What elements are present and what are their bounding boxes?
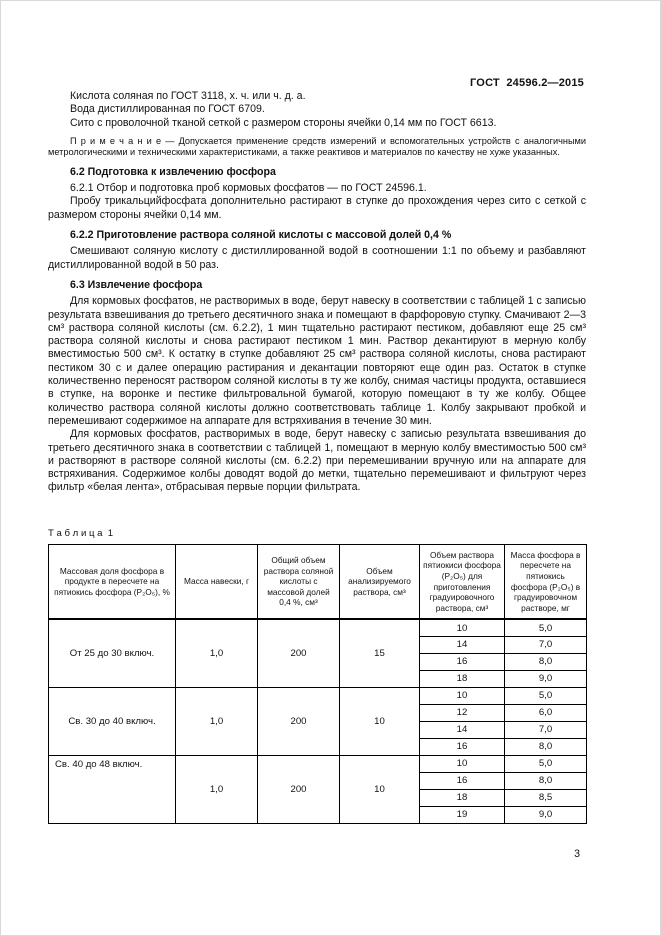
col-header-analyzed-volume: Объем анализируемого раствора, см³ <box>340 544 420 619</box>
note-paragraph: П р и м е ч а н и е — Допускается применение средств измерений и вспомогательных устройств с аналогичными метрологическими и техническими характеристиками, а также реактивов и материалов по качеству не хуже указанных. <box>48 135 586 158</box>
mass-cell: 1,0 <box>176 755 258 823</box>
col-header-calibration-volume: Объем раствора пятиокиси фосфора (P₂O₅) для приготовления градуировочного раствора, см³ <box>420 544 505 619</box>
analyzed-volume-cell: 10 <box>340 687 420 755</box>
calib-mass-cell: 8,0 <box>505 772 587 789</box>
mass-cell: 1,0 <box>176 687 258 755</box>
calib-mass-cell: 5,0 <box>505 619 587 636</box>
paragraph-insoluble-phosphates: Для кормовых фосфатов, не растворимых в воде, берут навеску в соответствии с таблицей 1 с записью результата взвешивания до третьего десятичного знака и помещают в фарфоровую ступку. Смачивают 2—3 см³ раствора соляной кислоты (см. 6.2.2), 1 мин тщательно растирают пестиком, добавляют еще 25 см³ раствора соляной кислоты и снова растирают пестиком 1 мин. Раствор декантируют в мерную колбу вместимостью 500 см³. К остатку в ступке добавляют 25 см³ раствора соляной кислоты, снова растирают пестиком 30 с и далее операцию растирания и декантации повторяют еще один раз. Остаток в ступке количественно переносят раствором соляной кислоты в ту же колбу, снимая частицы продукта, оставшиеся в ступке, на воронке и пестике фильтровальной бумагой, которую помещают в ту же колбу. Общее количество раствора соляной кислоты должно соответствовать таблице 1. Колбу закрывают пробкой и перемешивают содержимое на аппарате для встряхивания в течение 30 мин. <box>48 295 586 427</box>
calib-mass-cell: 9,0 <box>505 806 587 823</box>
table-row <box>49 687 587 704</box>
heading-6-2: 6.2 Подготовка к извлечению фосфора <box>70 165 276 178</box>
table-header <box>49 544 587 619</box>
calib-volume-cell: 16 <box>420 653 505 670</box>
col-header-sample-mass: Масса навески, г <box>176 544 258 619</box>
calib-volume-cell: 16 <box>420 772 505 789</box>
table-body <box>49 619 587 823</box>
heading-6-2-2: 6.2.2 Приготовление раствора соляной кислоты с массовой долей 0,4 % <box>70 229 452 242</box>
calib-volume-cell: 14 <box>420 721 505 738</box>
calib-mass-cell: 9,0 <box>505 670 587 687</box>
calib-mass-cell: 7,0 <box>505 636 587 653</box>
calib-volume-cell: 10 <box>420 619 505 636</box>
col-header-calibration-mass: Масса фосфора в пересчете на пятиокись фосфора (P₂O₅) в градуировочном растворе, мг <box>505 544 587 619</box>
table-row <box>49 619 587 636</box>
analyzed-volume-cell: 10 <box>340 755 420 823</box>
calib-volume-cell: 14 <box>420 636 505 653</box>
calib-mass-cell: 8,5 <box>505 789 587 806</box>
calib-mass-cell: 8,0 <box>505 738 587 755</box>
document-content <box>48 90 586 824</box>
range-cell: Св. 30 до 40 включ. <box>49 687 176 755</box>
calib-volume-cell: 18 <box>420 670 505 687</box>
total-volume-cell: 200 <box>258 687 340 755</box>
paragraph-reagent-sieve: Сито с проволочной тканой сеткой с размером стороны ячейки 0,14 мм по ГОСТ 6613. <box>70 116 497 129</box>
total-volume-cell: 200 <box>258 755 340 823</box>
paragraph-acid-solution: Смешивают соляную кислоту с дистиллированной водой в соотношении 1:1 по объему и разбавляют дистиллированной водой в 50 раз. <box>48 245 586 271</box>
calib-mass-cell: 8,0 <box>505 653 587 670</box>
heading-6-3: 6.3 Извлечение фосфора <box>70 278 203 291</box>
mass-cell: 1,0 <box>176 619 258 687</box>
paragraph-reagent-acid: Кислота соляная по ГОСТ 3118, х. ч. или ч. д. а. <box>70 90 306 102</box>
range-cell: От 25 до 30 включ. <box>49 619 176 687</box>
col-header-mass-fraction: Массовая доля фосфора в продукте в пересчете на пятиокись фосфора (P₂O₅), % <box>49 544 176 619</box>
page-number: 3 <box>574 848 580 860</box>
paragraph-tricalcium: Пробу трикальцийфосфата дополнительно растирают в ступке до прохождения через сито с сеткой с размером стороны ячейки 0,14 мм. <box>48 195 586 221</box>
calib-volume-cell: 12 <box>420 704 505 721</box>
calib-mass-cell: 6,0 <box>505 704 587 721</box>
calib-volume-cell: 10 <box>420 687 505 704</box>
range-cell: Св. 40 до 48 включ. <box>49 755 176 823</box>
calib-mass-cell: 5,0 <box>505 687 587 704</box>
calib-mass-cell: 5,0 <box>505 755 587 772</box>
table-1 <box>48 544 587 824</box>
table-caption: Т а б л и ц а 1 <box>48 527 114 539</box>
col-header-total-acid-volume: Общий объем раствора соляной кислоты с массовой долей 0,4 %, см³ <box>258 544 340 619</box>
standard-designation: ГОСТ 24596.2—2015 <box>470 77 584 89</box>
paragraph-reagent-water: Вода дистиллированная по ГОСТ 6709. <box>70 103 265 116</box>
calib-volume-cell: 18 <box>420 789 505 806</box>
calib-mass-cell: 7,0 <box>505 721 587 738</box>
paragraph-soluble-phosphates: Для кормовых фосфатов, растворимых в воде, берут навеску с записью результата взвешивания до третьего десятичного знака в соответствии с таблицей 1, помещают в мерную колбу вместимостью 500 см³ и растворяют в растворе соляной кислоты (см. 6.2.2) при перемешивании вручную или на аппарате для встряхивания. Содержимое колбы доводят водой до метки, тщательно перемешивают и фильтруют через фильтр «белая лента», отбрасывая первые порции фильтрата. <box>48 428 586 494</box>
paragraph-6-2-1: 6.2.1 Отбор и подготовка проб кормовых фосфатов — по ГОСТ 24596.1. <box>70 182 427 195</box>
table-row <box>49 755 587 772</box>
calib-volume-cell: 19 <box>420 806 505 823</box>
calib-volume-cell: 10 <box>420 755 505 772</box>
total-volume-cell: 200 <box>258 619 340 687</box>
calib-volume-cell: 16 <box>420 738 505 755</box>
analyzed-volume-cell: 15 <box>340 619 420 687</box>
